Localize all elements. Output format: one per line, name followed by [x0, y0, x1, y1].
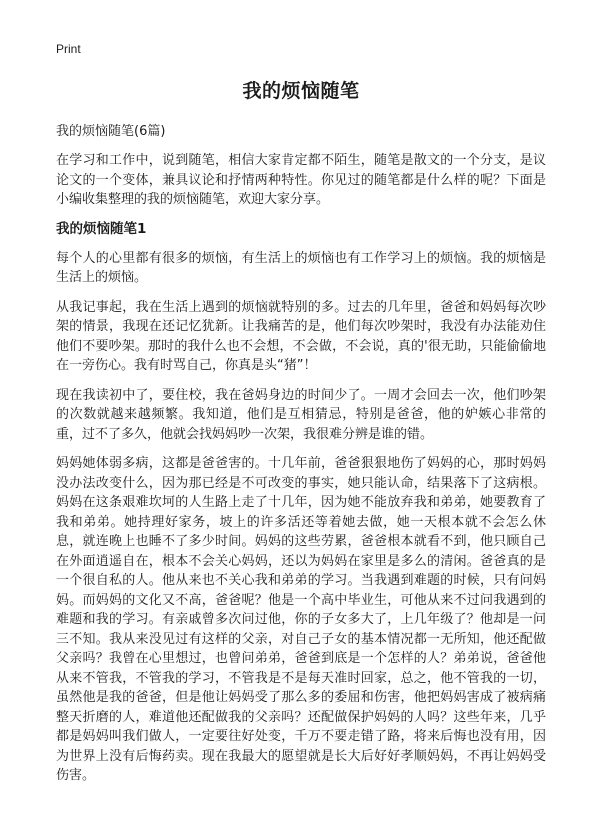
section-heading: 我的烦恼随笔1: [56, 220, 147, 237]
document-subtitle: 我的烦恼随笔(6篇): [56, 124, 166, 139]
body-paragraph: 现在我读初中了，要住校，我在爸妈身边的时间少了。一周才会回去一次，他们吵架的次数就越来越频繁。我知道，他们是互相猜忌，特别是爸爸，他的妒嫉心非常的重，过不了多久，他就会找妈妈吵一次架，我很难分辨是谁的错。: [56, 387, 546, 442]
page-title: 我的烦恼随笔: [242, 80, 360, 102]
body-paragraph: 从我记事起，我在生活上遇到的烦恼就特别的多。过去的几年里，爸爸和妈妈每次吵架的情景，我现在还记忆犹新。让我痛苦的是，他们每次吵架时，我没有办法能劝住他们不要吵架。那时的我什么也不会想，不会做，不会说，真的'很无助，只能偷偷地在一旁伤心。我有时骂自己，你真是头“猪”！: [56, 299, 546, 373]
body-paragraph: 每个人的心里都有很多的烦恼，有生活上的烦恼也有工作学习上的烦恼。我的烦恼是生活上的烦恼。: [56, 250, 546, 285]
print-link[interactable]: Print: [56, 42, 81, 56]
body-paragraph: 妈妈她体弱多病，这都是爸爸害的。十几年前，爸爸狠狠地伤了妈妈的心，那时妈妈没办法改变什么，因为那已经是不可改变的事实，她只能认命，结果落下了这病根。妈妈在这条艰难坎坷的人生路上走了十几年，因为她不能放弃我和弟弟，她要教育了我和弟弟。她持理好家务，坡上的许多活还等着她去做，她一天根本就不会怎么休息，就连晚上也睡不了多少时间。妈妈的这些劳累，爸爸根本就看不到，他只顾自己在外面逍遥自在，根本不会关心妈妈，还以为妈妈在家里是多么的清闲。爸爸真的是一个很自私的人。他从来也不关心我和弟弟的学习。当我遇到难题的时候，只有问妈妈。而妈妈的文化又不高，爸爸呢？他是一个高中毕业生，可他从来不过问我遇到的难题和我的学习。有亲戚曾多次问过他，你的子女多大了，上几年级了？他却是一问三不知。我从来没见过有这样的父亲，对自己子女的基本情况都一无所知，他还配做父亲吗？我曾在心里想过，也曾问弟弟，爸爸到底是一个怎样的人？弟弟说，爸爸他从来不管我，不管我的学习，不管我是不是每天准时回家，总之，他不管我的一切，虽然他是我的爸爸，但是他让妈妈受了那么多的委屈和伤害，他把妈妈害成了被病痛整天折磨的人，难道他还配做我的父亲吗？还配做保护妈妈的人吗？这些年来，几乎都是妈妈叫我们做人，一定要往好处变，千万不要走错了路，将来后悔也没有用，因为世界上没有后悔药卖。现在我最大的愿望就是长大后好好孝顺妈妈，不再让妈妈受伤害。: [56, 456, 546, 783]
intro-paragraph: 在学习和工作中，说到随笔，相信大家肯定都不陌生，随笔是散文的一个分支，是议论文的一个变体，兼具议论和抒情两种特性。你见过的随笔都是什么样的呢？下面是小编收集整理的我的烦恼随笔，欢迎大家分享。: [56, 153, 546, 207]
